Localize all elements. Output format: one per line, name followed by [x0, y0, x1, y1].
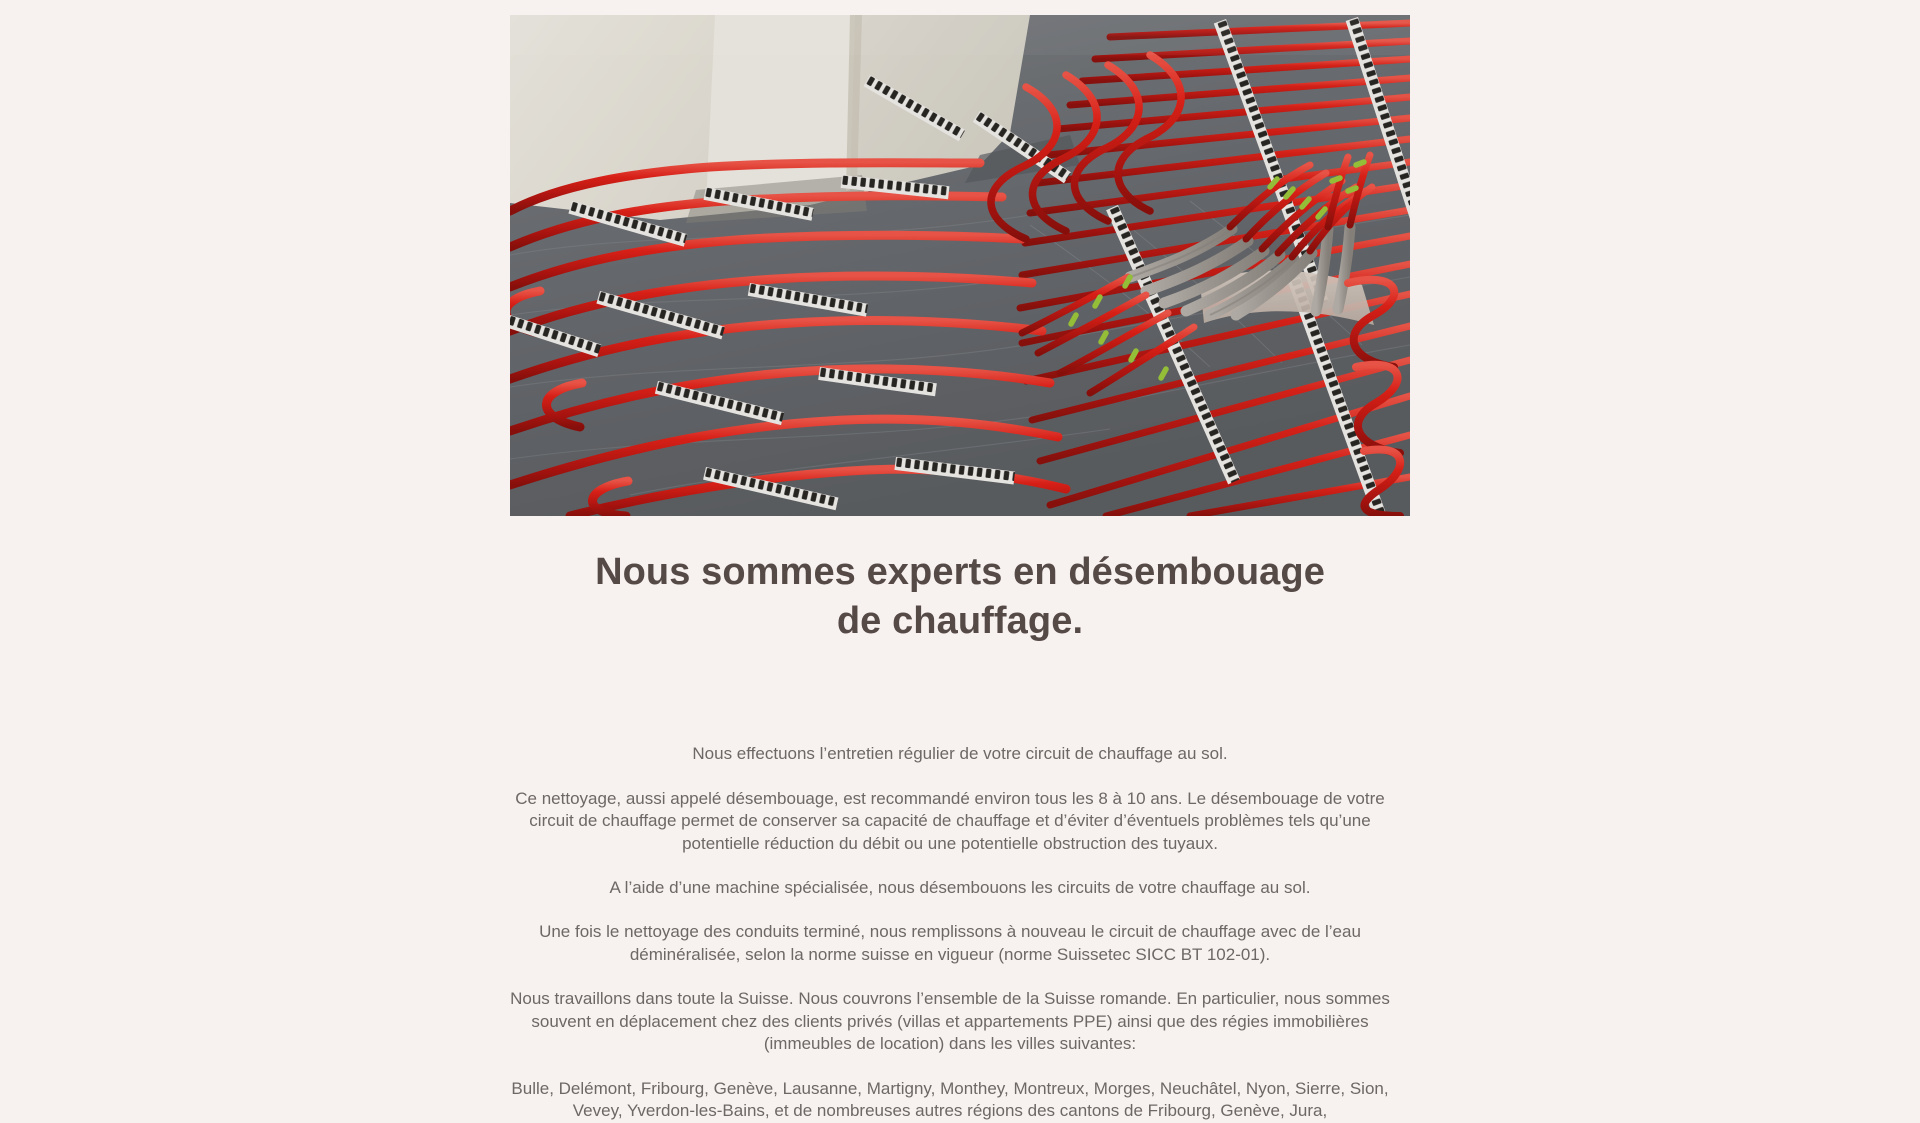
paragraph-norm: Une fois le nettoyage des conduits terminé, nous remplissons à nouveau le circuit de chauffage avec de l’eau déminéralisée, selon la norme suisse en vigueur (norme Suissetec SICC BT 102-01).	[539, 922, 1361, 964]
underfloor-heating-pipes-photo	[510, 15, 1410, 516]
hero-image-container	[510, 15, 1410, 516]
hero-photo-illustration	[510, 15, 1410, 516]
paragraph-intro: Nous effectuons l’entretien régulier de votre circuit de chauffage au sol.	[692, 744, 1228, 764]
paragraph-coverage: Nous travaillons dans toute la Suisse. Nous couvrons l’ensemble de la Suisse romande. En particulier, nous sommes souvent en déplacement chez des clients privés (villas et appartements PPE) ainsi que des régies immobilières (immeubles de location) dans les villes suivantes:	[510, 989, 1390, 1054]
page-title: Nous sommes experts en désembouage de chauffage.	[595, 551, 1325, 642]
article-body	[510, 743, 1410, 1122]
paragraph-cities: Bulle, Delémont, Fribourg, Genève, Lausanne, Martigny, Monthey, Montreux, Morges, Neuchâtel, Nyon, Sierre, Sion, Vevey, Yverdon-les-Bains, et de nombreuses autres régions des cantons de Fribourg, Genève, Jura,	[511, 1078, 1389, 1121]
paragraph-frequency: Ce nettoyage, aussi appelé désembouage, est recommandé environ tous les 8 à 10 ans. Le désembouage de votre circuit de chauffage permet de conserver sa capacité de chauffage et d’éviter d’éventuels problèmes tels qu’une potentielle réduction du débit ou une potentielle obstruction des tuyaux.	[515, 788, 1385, 853]
paragraph-machine: A l’aide d’une machine spécialisée, nous désembouons les circuits de votre chauffage au sol.	[609, 878, 1311, 897]
